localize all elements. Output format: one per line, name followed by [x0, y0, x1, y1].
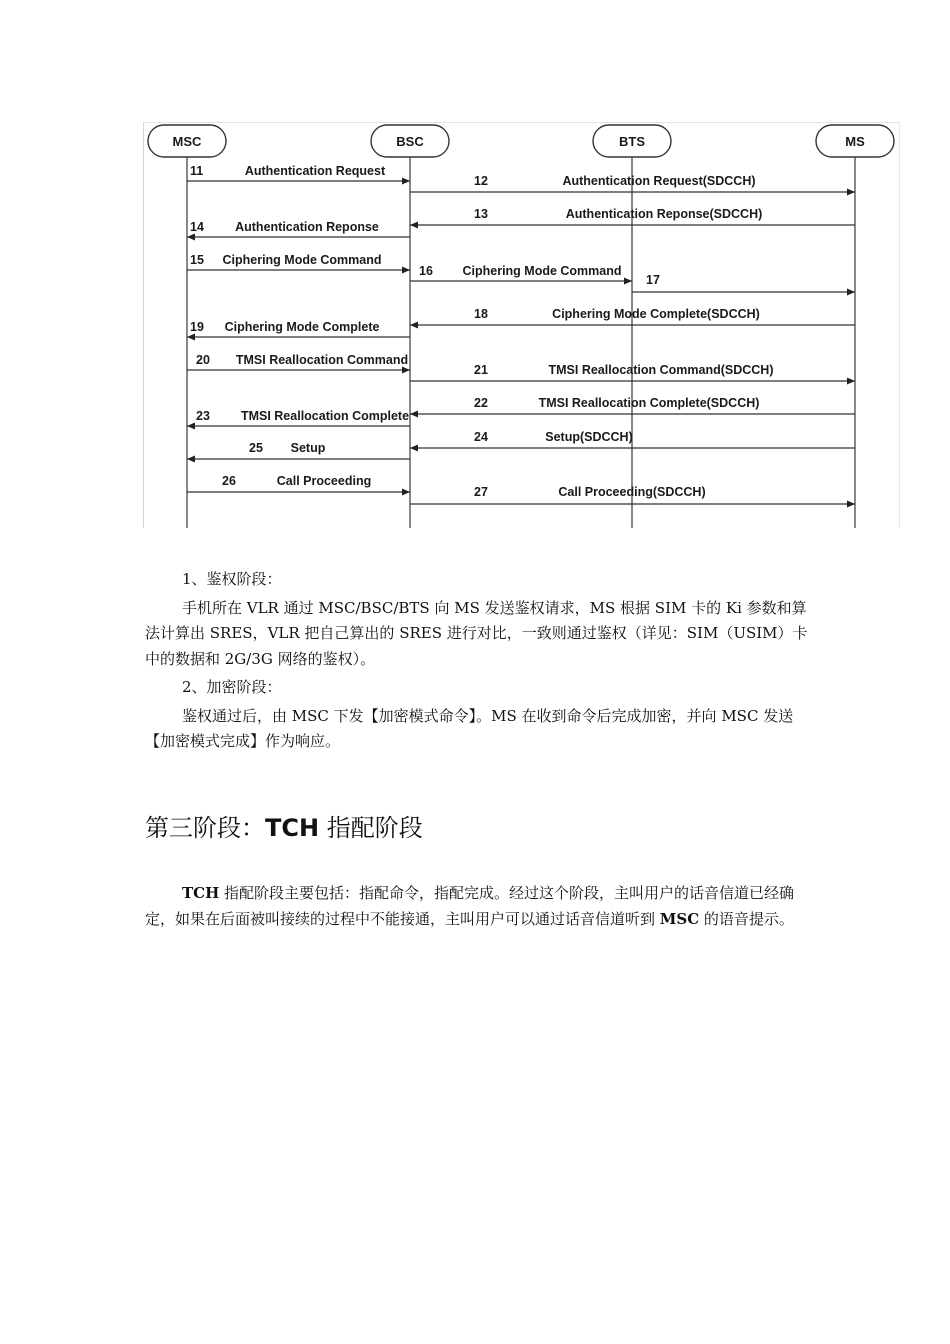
item2-title: 2、加密阶段：: [182, 678, 282, 696]
message-13-arrowhead: [410, 222, 418, 229]
message-23-number: 23: [196, 409, 210, 423]
message-26-label: Call Proceeding: [276, 474, 372, 488]
message-17-number: 17: [646, 273, 660, 287]
section-heading: [145, 808, 423, 843]
node-label-bsc: BSC: [396, 134, 424, 149]
message-19-number: 19: [190, 320, 204, 334]
tch-bold: TCH: [182, 884, 220, 902]
message-24-number: 24: [474, 430, 488, 444]
message-19-label: Ciphering Mode Complete: [224, 320, 380, 334]
message-21-number: 21: [474, 363, 488, 377]
message-24-arrowhead: [410, 445, 418, 452]
message-27-label: Call Proceeding(SDCCH): [558, 485, 706, 499]
signaling-sequence-diagram: [143, 122, 900, 528]
message-20-number: 20: [196, 353, 210, 367]
item1-body: 手机所在 VLR 通过 MSC/BSC/BTS 向 MS 发送鉴权请求，MS 根据 SIM 卡的 Ki 参数和算法计算出 SRES，VLR 把自己算出的 SRES 进行对比，一致则通过鉴权（详见：SIM（USIM）卡中的数据和 2G/3G 网络的鉴权）。: [145, 598, 808, 668]
item1-title: 1、鉴权阶段：: [182, 570, 282, 588]
message-26-arrowhead: [402, 489, 410, 496]
message-18-label: Ciphering Mode Complete(SDCCH): [552, 307, 760, 321]
message-24-label: Setup(SDCCH): [545, 430, 633, 444]
message-12-label: Authentication Request(SDCCH): [562, 174, 756, 188]
item2-body: 鉴权通过后，由 MSC 下发【加密模式命令】。MS 在收到命令后完成加密，并向 MSC 发送【加密模式完成】作为响应。: [145, 706, 794, 750]
message-11-number: 11: [190, 164, 204, 178]
heading-bold: TCH: [265, 814, 320, 842]
message-22-number: 22: [474, 396, 488, 410]
message-15-number: 15: [190, 253, 204, 267]
message-19-arrowhead: [187, 334, 195, 341]
message-22-arrowhead: [410, 411, 418, 418]
message-16-label: Ciphering Mode Command: [462, 264, 622, 278]
node-label-bts: BTS: [619, 134, 645, 149]
message-27-number: 27: [474, 485, 488, 499]
msc-bold: MSC: [659, 909, 700, 928]
message-26-number: 26: [222, 474, 236, 488]
message-12-arrowhead: [847, 189, 855, 196]
tch-paragraph: [145, 881, 810, 932]
message-12-number: 12: [474, 174, 488, 188]
tch-text: 指配阶段主要包括：指配命令，指配完成。经过这个阶段，主叫用户的话音信道已经确定，如果在后面被叫接续的过程中不能接通，主叫用户可以通过话音信道听到: [145, 884, 795, 928]
message-16-arrowhead: [624, 278, 632, 285]
message-23-arrowhead: [187, 423, 195, 430]
section-tch: [145, 881, 810, 932]
message-25-number: 25: [249, 441, 263, 455]
message-15-label: Ciphering Mode Command: [222, 253, 382, 267]
message-16-number: 16: [419, 264, 433, 278]
message-22-label: TMSI Reallocation Complete(SDCCH): [538, 396, 760, 410]
message-11-arrowhead: [402, 178, 410, 185]
sequence-diagram-canvas: [144, 123, 899, 528]
message-18-arrowhead: [410, 322, 418, 329]
node-label-msc: MSC: [172, 134, 202, 149]
message-17-arrowhead: [847, 289, 855, 296]
message-25-arrowhead: [187, 456, 195, 463]
message-13-number: 13: [474, 207, 488, 221]
node-label-ms: MS: [845, 134, 865, 149]
message-25-label: Setup: [290, 441, 326, 455]
message-23-label: TMSI Reallocation Complete: [240, 409, 410, 423]
message-20-arrowhead: [402, 367, 410, 374]
heading-prefix: 第三阶段：: [145, 814, 265, 842]
message-20-label: TMSI Reallocation Command: [235, 353, 409, 367]
heading-suffix: 指配阶段: [319, 814, 423, 842]
message-21-arrowhead: [847, 378, 855, 385]
message-11-label: Authentication Request: [244, 164, 386, 178]
message-15-arrowhead: [402, 267, 410, 274]
section-auth-encryption: [145, 567, 810, 755]
message-14-arrowhead: [187, 234, 195, 241]
message-21-label: TMSI Reallocation Command(SDCCH): [548, 363, 774, 377]
message-18-number: 18: [474, 307, 488, 321]
message-13-label: Authentication Reponse(SDCCH): [565, 207, 763, 221]
message-14-number: 14: [190, 220, 204, 234]
tch-end: 的语音提示。: [699, 909, 794, 928]
message-27-arrowhead: [847, 501, 855, 508]
message-14-label: Authentication Reponse: [235, 220, 379, 234]
